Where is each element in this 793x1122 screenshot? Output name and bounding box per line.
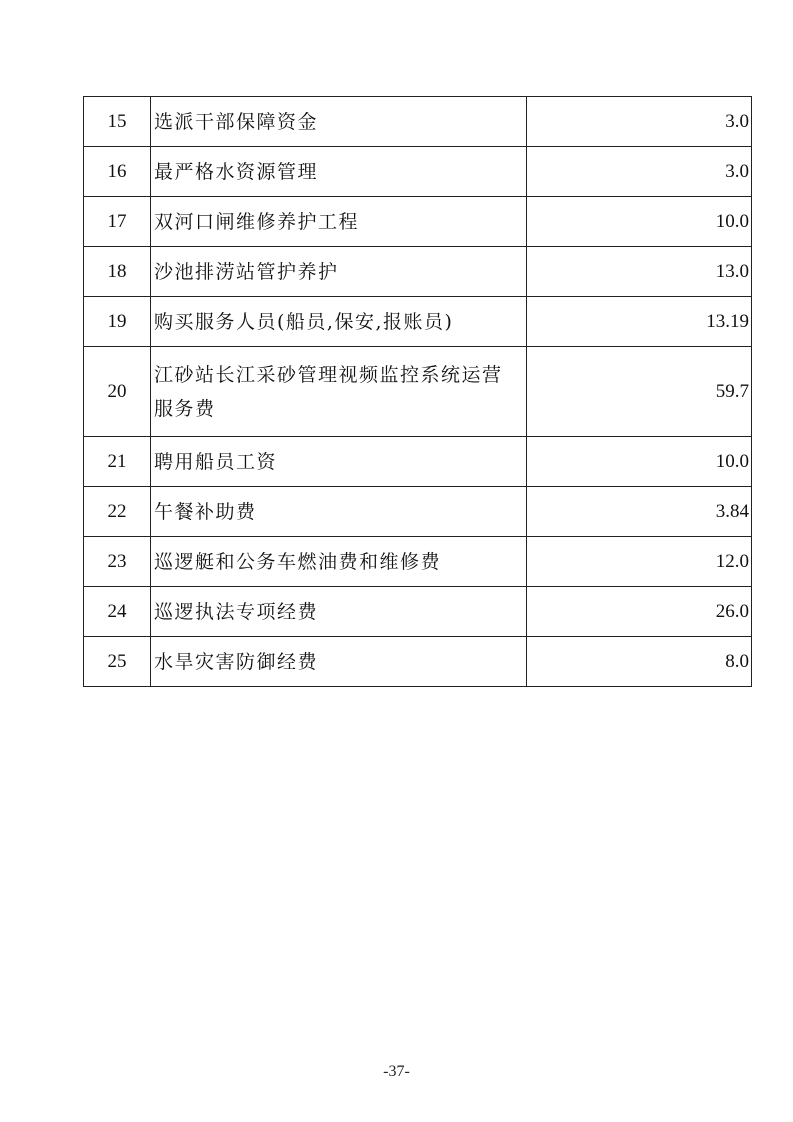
item-name: 沙池排涝站管护养护 <box>151 247 527 297</box>
item-name: 最严格水资源管理 <box>151 147 527 197</box>
table-row <box>84 147 752 197</box>
row-number: 23 <box>84 537 151 587</box>
table-row <box>84 247 752 297</box>
item-name: 聘用船员工资 <box>151 437 527 487</box>
row-number: 18 <box>84 247 151 297</box>
item-name: 巡逻执法专项经费 <box>151 587 527 637</box>
item-amount: 3.0 <box>527 147 752 197</box>
row-number: 25 <box>84 637 151 687</box>
item-name: 购买服务人员(船员,保安,报账员) <box>151 297 527 347</box>
row-number: 19 <box>84 297 151 347</box>
item-name: 江砂站长江采砂管理视频监控系统运营服务费 <box>151 347 527 437</box>
item-amount: 13.19 <box>527 297 752 347</box>
item-amount: 3.0 <box>527 97 752 147</box>
budget-table <box>83 96 752 687</box>
item-amount: 10.0 <box>527 437 752 487</box>
item-amount: 26.0 <box>527 587 752 637</box>
item-name: 午餐补助费 <box>151 487 527 537</box>
table-row <box>84 347 752 437</box>
item-amount: 13.0 <box>527 247 752 297</box>
item-name: 双河口闸维修养护工程 <box>151 197 527 247</box>
item-name: 水旱灾害防御经费 <box>151 637 527 687</box>
item-name: 选派干部保障资金 <box>151 97 527 147</box>
row-number: 24 <box>84 587 151 637</box>
item-amount: 8.0 <box>527 637 752 687</box>
row-number: 22 <box>84 487 151 537</box>
page-number: -37- <box>383 1063 410 1080</box>
table-row <box>84 487 752 537</box>
row-number: 21 <box>84 437 151 487</box>
item-amount: 3.84 <box>527 487 752 537</box>
row-number: 20 <box>84 347 151 437</box>
row-number: 16 <box>84 147 151 197</box>
row-number: 17 <box>84 197 151 247</box>
table-row <box>84 587 752 637</box>
table-row <box>84 637 752 687</box>
item-amount: 59.7 <box>527 347 752 437</box>
table-row <box>84 197 752 247</box>
row-number: 15 <box>84 97 151 147</box>
item-name: 巡逻艇和公务车燃油费和维修费 <box>151 537 527 587</box>
table-row <box>84 537 752 587</box>
table-row <box>84 297 752 347</box>
table-row <box>84 97 752 147</box>
table-row <box>84 437 752 487</box>
item-amount: 10.0 <box>527 197 752 247</box>
item-amount: 12.0 <box>527 537 752 587</box>
